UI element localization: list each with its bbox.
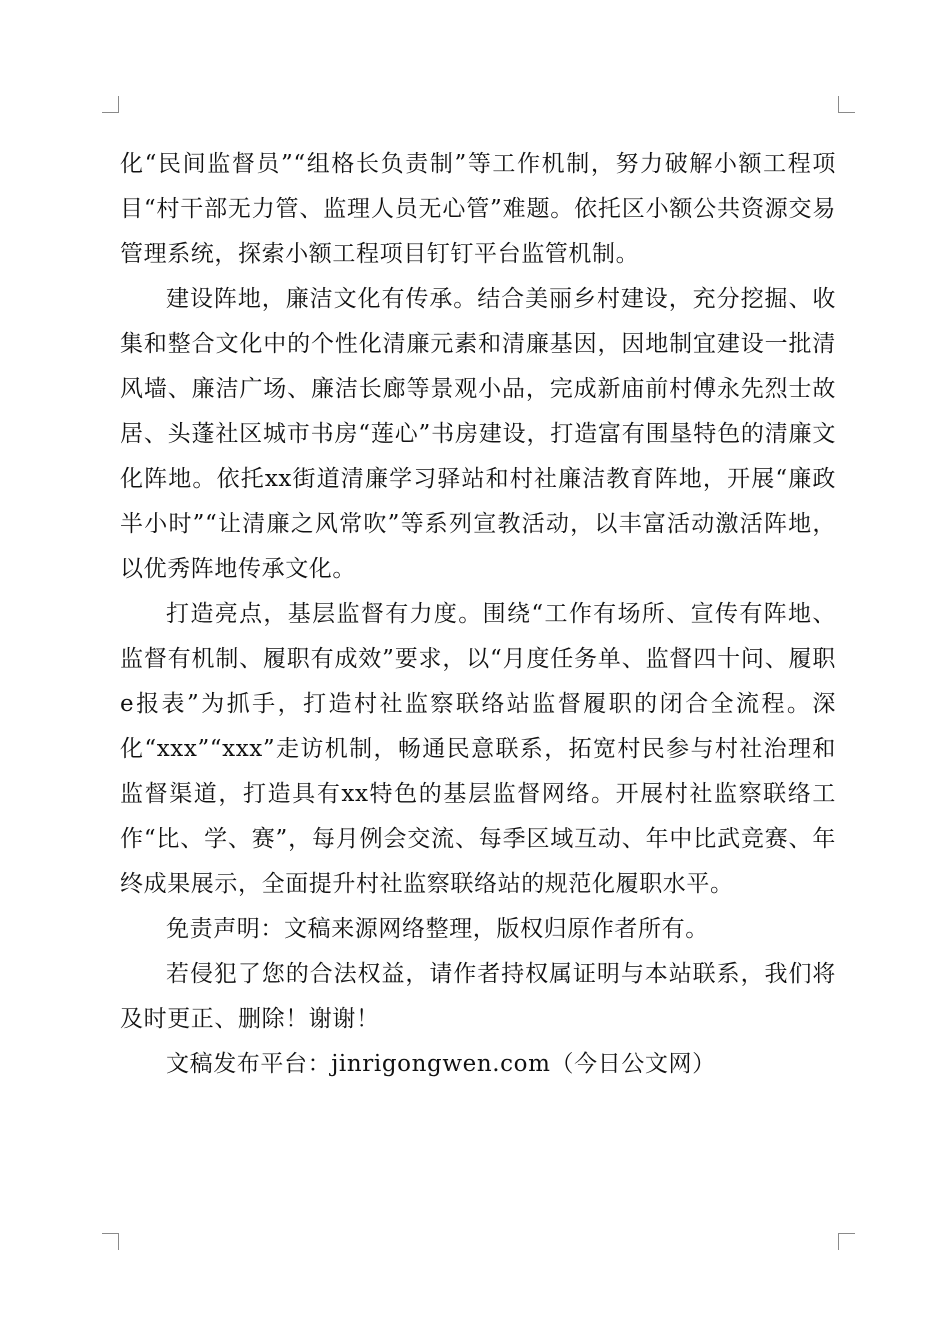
crop-mark-top-left xyxy=(102,96,119,113)
body-paragraph-culture: 建设阵地，廉洁文化有传承。结合美丽乡村建设，充分挖掘、收集和整合文化中的个性化清廉元素和清廉基因，因地制宜建设一批清风墙、廉洁广场、廉洁长廊等景观小品，完成新庙前村傅永先烈士故居、头蓬社区城市书房“莲心”书房建设，打造富有围垦特色的清廉文化阵地。依托xx街道清廉学习驿站和村社廉洁教育阵地，开展“廉政半小时”“让清廉之风常吹”等系列宣教活动，以丰富活动激活阵地，以优秀阵地传承文化。 xyxy=(120,286,836,582)
publisher-paragraph: 文稿发布平台：jinrigongwen.com（今日公文网） xyxy=(166,1051,716,1077)
document-body xyxy=(120,142,836,1087)
crop-mark-bottom-right xyxy=(838,1233,855,1250)
disclaimer-paragraph: 免责声明：文稿来源网络整理，版权归原作者所有。 xyxy=(166,916,709,942)
crop-mark-bottom-left xyxy=(102,1233,119,1250)
crop-mark-top-right xyxy=(838,96,855,113)
body-paragraph-supervision: 打造亮点，基层监督有力度。围绕“工作有场所、宣传有阵地、监督有机制、履职有成效”要求，以“月度任务单、监督四十问、履职e报表”为抓手，打造村社监察联络站监督履职的闭合全流程。深化“xxx”“xxx”走访机制，畅通民意联系，拓宽村民参与村社治理和监督渠道，打造具有xx特色的基层监督网络。开展村社监察联络工作“比、学、赛”，每月例会交流、每季区域互动、年中比武竞赛、年终成果展示，全面提升村社监察联络站的规范化履职水平。 xyxy=(120,601,836,897)
infringement-notice-paragraph: 若侵犯了您的合法权益，请作者持权属证明与本站联系，我们将及时更正、删除！谢谢！ xyxy=(120,961,836,1032)
body-paragraph-continued: 化“民间监督员”“组格长负责制”等工作机制，努力破解小额工程项目“村干部无力管、监理人员无心管”难题。依托区小额公共资源交易管理系统，探索小额工程项目钉钉平台监管机制。 xyxy=(120,151,836,267)
